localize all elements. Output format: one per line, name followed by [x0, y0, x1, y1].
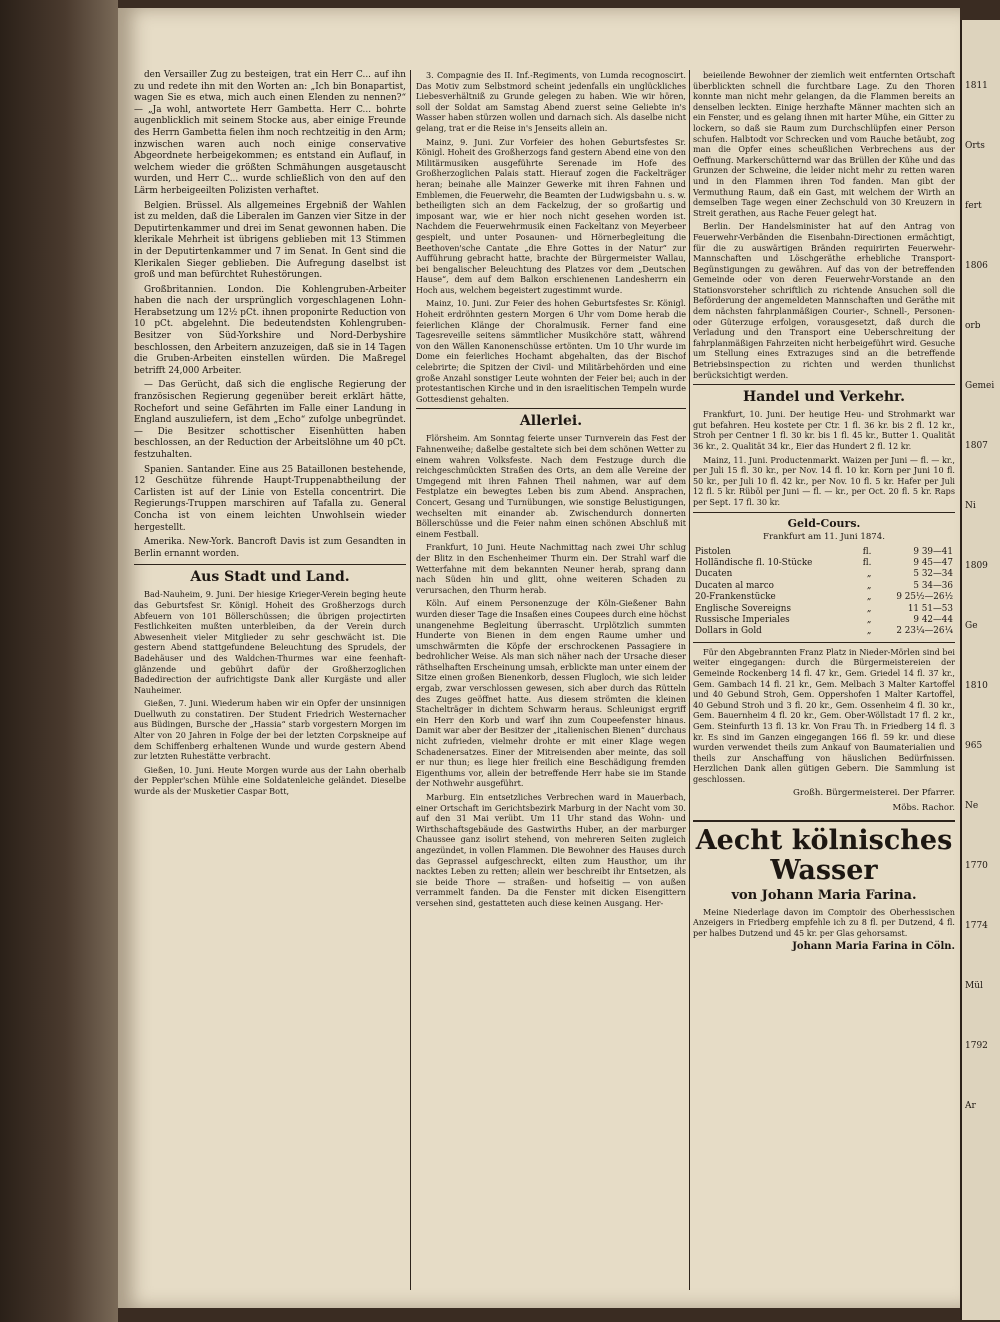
exchange-rates-title: Geld-Cours. — [787, 516, 861, 530]
ad-cologne-water-text: Meine Niederlage davon im Comptoir des Oberhessischen Anzeigers in Friedberg empfehle ich zu 8 fl. per Dutzend, 4 fl. per halbes Dutzend und 45 kr. per Glas gehorsamst. — [693, 906, 955, 938]
divider — [693, 642, 955, 643]
currency-rate: 5 34—36 — [913, 580, 953, 591]
currency-rate: 9 45—47 — [913, 557, 953, 568]
currency-unit: „ — [866, 603, 872, 614]
ad-cologne-water-signature: Johann Maria Farina in Cöln. — [792, 941, 955, 953]
currency-name: Ducaten — [695, 569, 733, 580]
facing-page-fragment: Gemei — [965, 381, 995, 391]
currency-name: Dollars in Gold — [695, 626, 762, 637]
currency-rate: 2 23¼—26¼ — [896, 626, 953, 637]
article-britain-rumour: — Das Gerücht, daß sich die englische Regierung der französischen Regierung gegenüber bereit erklärt hätte, Rochefort und seine Gefährten im Falle einer Landung in England auszuliefern, ist dem „Echo“ zufolge unbegründet. — Die Besitzer schottischer Eisenhütten haben beschlossen, an der Reduction der Arbeitslöhne um 40 pCt. festzuhalten. — [134, 380, 406, 460]
currency-name: Ducaten al marco — [695, 580, 774, 591]
facing-page-fragment: 1807 — [965, 441, 988, 451]
currency-unit: „ — [866, 580, 872, 591]
facing-page-fragment: Ar — [965, 1101, 976, 1111]
article-giessen-duel: Gießen, 7. Juni. Wiederum haben wir ein Opfer der unsinnigen Duellwuth zu constatiren. Der Student Friedrich Westernacher aus Büdingen, Bursche der „Hassia“ starb vorgestern Morgen im Alter von 20 Jahren in Folge der bei der letzten Corpskneipe auf dem Schiffenberg erhaltenen Wunde und wurde gestern Abend zur letzten Ruhestätte verbracht. — [134, 698, 406, 762]
currency-rate: 9 25½—26½ — [896, 592, 953, 603]
article-marburg-continued: beieilende Bewohner der ziemlich weit entfernten Ortschaft überblickten schnell die furchtbare Lage. Zu den Thoren konnte man nicht mehr gelangen, da die Flammen bereits an denselben leckten. Einige herzhafte Männer machten sich an ein Fenster, und es gelang ihnen mit harter Mühe, ein Gitter zu lockern, so daß sie Raum zum Durchschlüpfen einer Person schufen. Halbtodt vor Schrecken und vom Rauche betäubt, zog man die Opfer eines scheußlichen Verbrechens aus der Oeffnung. Markerschütternd war das Brüllen der Kühe und das Grunzen der Schweine, die leider nicht mehr zu retten waren und in den Flammen ihren Tod fanden. Man gibt der Vermuthung Raum, daß ein Gast, mit welchem der Wirth an demselben Tage wegen einer Zechschuld von 30 Kreuzern in Streit gerathen, aus Rache Feuer gelegt hat. — [693, 70, 955, 218]
currency-rate: 9 39—41 — [913, 546, 953, 557]
currency-unit: „ — [866, 615, 872, 625]
facing-page-fragment: Ne — [965, 801, 979, 811]
article-marburg-crime: Marburg. Ein entsetzliches Verbrechen ward in Mauerbach, einer Ortschaft im Gerichtsbezirk Marburg in der Nacht vom 30. auf den 31 Mai verübt. Um 11 Uhr stand das Wohn- und Wirthschaftsgebäude des Gastwirths Huber, an der marburger Chaussee ganz isolirt stehend, von mehreren Seiten zugleich angezündet, in vollen Flammen. Die Bewohner des Hauses durch das Geprassel aufgeschreckt, eilten zum Hausthor, um ihr nacktes Leben zu retten; allein wer beschreibt ihr Entsetzen, als sie beide Thore — straßen- und hofseitig — von außen verrammelt fanden. Da die Fenster mit dicken Eisengittern versehen sind, gestatteten auch diese keinen Ausgang. Her- — [416, 792, 686, 908]
article-america: Amerika. New-York. Bancroft Davis ist zum Gesandten in Berlin ernannt worden. — [134, 537, 406, 559]
facing-page-fragment: 1809 — [965, 561, 988, 571]
article-paris-continued: den Versailler Zug zu besteigen, trat ein Herr C... auf ihn zu und redete ihn mit den Worten an: „Ich bin Bonapartist, wagen Sie es etwa, mich auch einen Elenden zu nennen?“ — „Ja wohl, antwortete Herr Gambetta. Herr C... bohrte augenblicklich mit seinem Stocke aus, aber einige Freunde des Herrn Gambetta fielen ihm noch rechtzeitig in den Arm; inzwischen waren auch noch einige conservative Abgeordnete herbeigekommen; es entstand ein Auflauf, in welchem wieder die größten Schmähungen ausgetauscht wurden, und Herr C... wurde schließlich von den auf den Lärm herbeigeeilten Polizisten verhaftet. — [134, 70, 406, 196]
exchange-rate-row — [693, 626, 955, 637]
article-mainz-serenade: Mainz, 9. Juni. Zur Vorfeier des hohen Geburtsfestes Sr. Königl. Hoheit des Großherzogs fand gestern Abend eine von den Militärmusiken ausgeführte Serenade im Hofe des Großherzoglichen Palais statt. Hierauf zogen die Fackelträger heran; beinahe alle Mainzer Gewerke mit ihren Fahnen und Emblemen, die Feuerwehr, die Beamten der Ludwigsbahn u. s. w. betheiligten sich an dem Fackelzug, der so großartig und imposant war, wie er hier noch nicht gesehen worden ist. Nachdem die Feuerwehrmusik einen Fackeltanz von Meyerbeer gespielt, und unter Posaunen- und Hörnerbegleitung die Beethoven'sche Cantate „die Ehre Gottes in der Natur“ zur Aufführung gebracht hatte, brachte der Bürgermeister Wallau, bei bengalischer Beleuchtung des Platzes vor dem „Deutschen Hause“, dem auf dem Balkon erschienenen Landesherrn ein Hoch aus, welchem begeistert zugestimmt wurde. — [416, 136, 686, 295]
facing-page-edge — [960, 20, 1000, 1320]
article-cologne-bees: Köln. Auf einem Personenzuge der Köln-Gießener Bahn wurden dieser Tage die Insaßen eines Coupees durch eine höchst unangenehme Begleitung überrascht. Urplötzlich summten Hunderte von Bienen in dem engen Raume umher und umschwärmten die Köpfe der erschrockenen Passagiere in bedrohlicher Weise. Als man sich näher nach der Ursache dieser räthselhaften Erscheinung umsah, erblickte man unter einem der Sitze einen großen Bienenkorb, dessen Flugloch, wie sich leider ergab, zwar verschlossen gewesen, sich aber durch das Rütteln des Zuges geöffnet hatte. Aus diesem strömten die kleinen Stachelträger in dichtem Schwarm heraus. Schleunigst ergriff ein Herr den Korb und warf ihn zum Coupeefenster hinaus. Damit war aber der Besitzer der „italienischen Bienen“ durchaus nicht zufrieden, vielmehr drohte er mit einer Klage wegen Schadenersatzes. Einer der Mitreisenden aber meinte, das soll er nur thun; es liege hier freilich eine Beschädigung fremden Eigenthums vor, allein der betreffende Herr habe sie im Stande der Nothwehr ausgeführt. — [416, 598, 686, 789]
article-donations: Für den Abgebrannten Franz Platz in Nieder-Mörlen sind bei weiter eingegangen: durch die Bürgermeistereien der Gemeinde Rockenberg 14 fl. 47 kr., Gem. Griedel 14 fl. 37 kr., Gem. Gambach 14 fl. 21 kr., Gem. Melbach 3 Malter Kartoffel und 40 Gebund Stroh, Gem. Oppershofen 1 Malter Kartoffel, 40 Gebund Stroh und 3 fl. 20 kr., Gem. Ossenheim 4 fl. 30 kr., Gem. Bauernheim 4 fl. 20 kr., Gem. Ober-Wöllstadt 17 fl. 2 kr., Gem. Steinfurth 13 fl. 13 kr. Von Frau Th. in Friedberg 14 fl. 3 kr. Es sind im Ganzen eingegangen 166 fl. 59 kr. und diese wurden verwendet theils zum Ankauf von Baumaterialien und theils zur Anschaffung von häuslichen Bedürfnissen. Herzlichen Dank allen gütigen Gebern. Die Sammlung ist geschlossen. — [693, 646, 955, 784]
article-floersheim: Flörsheim. Am Sonntag feierte unser Turnverein das Fest der Fahnenweihe; daßelbe gestaltete sich bei dem schönen Wetter zu einem wahren Volksfeste. Nach dem Festzuge durch die reichgeschmückten Straßen des Orts, an dem alle Vereine der Umgegend mit ihren Fahnen Theil nahmen, war auf dem Festplatze ein bewegtes Leben bis zum Abend. Ansprachen, Concert, Gesang und Turnübungen, wie sonstige Belustigungen, wechselten mit einander ab. Zwischendurch donnerten Böllerschüsse und die Feier nahm einen schönen Abschluß mit einem Festball. — [416, 433, 686, 539]
article-mainz-birthday: Mainz, 10. Juni. Zur Feier des hohen Geburtsfestes Sr. Königl. Hoheit erdröhnten gestern Morgen 6 Uhr vom Dome herab die feierlichen Klänge der Choralmusik. Ferner fand eine Tagesreveille seitens sämmtlicher Musikchöre statt, während von den Wällen Kanonenschüsse ertönten. Um 10 Uhr wurde im Dome ein feierliches Hochamt abgehalten, das der Bischof celebrirte; die Spitzen der Civil- und Militärbehörden und eine große Anzahl sonstiger Leute wohnten der Feier bei; auch in der protestantischen Kirche und in den israelitischen Tempeln wurde Gottesdienst gehalten. — [416, 298, 686, 404]
ad-cologne-water-subtitle: von Johann Maria Farina. — [731, 887, 917, 903]
book-spine — [0, 0, 118, 1322]
currency-name: Russische Imperiales — [695, 615, 790, 625]
facing-page-fragment: 1770 — [965, 861, 988, 871]
section-heading-trade: Handel und Verkehr. — [693, 384, 955, 405]
facing-page-fragment: 1774 — [965, 921, 988, 931]
currency-unit: „ — [866, 592, 872, 603]
currency-name: 20-Frankenstücke — [695, 592, 776, 603]
currency-rate: 9 42—44 — [913, 615, 953, 625]
donation-signature-1: Großh. Bürgermeisterei. Der Pfarrer. — [793, 787, 955, 798]
exchange-rate-row — [693, 569, 955, 580]
column-3 — [693, 70, 955, 1298]
article-frankfurt-lightning: Frankfurt, 10 Juni. Heute Nachmittag nach zwei Uhr schlug der Blitz in den Eschenheimer Thurm ein. Der Strahl warf die Wetterfahne mit dem bekannten Neuner herab, sprang dann nach Süden hin und glitt, ohne weiteren Schaden zu verursachen, den Thurm herab. — [416, 542, 686, 595]
currency-name: Englische Sovereigns — [695, 603, 791, 614]
facing-page-fragment: 1792 — [965, 1041, 988, 1051]
exchange-rate-row — [693, 615, 955, 626]
facing-page-fragment: Ni — [965, 501, 976, 511]
exchange-rates-subtitle: Frankfurt am 11. Juni 1874. — [763, 531, 885, 542]
currency-unit: „ — [866, 626, 872, 637]
column-rule — [689, 70, 690, 1290]
facing-page-fragment: 965 — [965, 741, 983, 751]
currency-rate: 11 51—53 — [907, 603, 953, 614]
facing-page-fragment: Orts — [965, 141, 985, 151]
exchange-rate-row — [693, 558, 955, 569]
column-2 — [416, 70, 686, 1298]
currency-rate: 5 32—34 — [913, 569, 953, 580]
exchange-rate-row — [693, 592, 955, 603]
facing-page-fragment: 1810 — [965, 681, 988, 691]
facing-page-fragment: fert — [965, 201, 982, 211]
facing-page-fragment: 1806 — [965, 261, 988, 271]
ad-cologne-water-title: Aecht kölnisches Wasser — [693, 820, 955, 886]
currency-name: Holländische fl. 10-Stücke — [695, 557, 813, 568]
exchange-rate-row — [693, 581, 955, 592]
facing-page-fragment: orb — [965, 321, 981, 331]
currency-unit: „ — [866, 569, 872, 580]
article-mainz-market: Mainz, 11. Juni. Productenmarkt. Waizen per Juni — fl. — kr., per Juli 15 fl. 30 kr., per Nov. 14 fl. 10 kr. Korn per Juni 10 fl. 50 kr., per Juli 10 fl. 42 kr., per Nov. 10 fl. 5 kr. Hafer per Juli 12 fl. 5 kr. Rüböl per Juni — fl. — kr., per Oct. 20 fl. 5 kr. Raps per Sept. 17 fl. 30 kr. — [693, 454, 955, 507]
article-frankfurt-market: Frankfurt, 10. Juni. Der heutige Heu- und Strohmarkt war gut befahren. Heu kostete per Ctr. 1 fl. 36 kr. bis 2 fl. 12 kr., Stroh per Centner 1 fl. 30 kr. bis 1 fl. 45 kr., Butter 1. Qualität 36 kr., 2. Qualität 34 kr., Eier das Hundert 2 fl. 12 kr. — [693, 409, 955, 451]
exchange-rates-table — [693, 547, 955, 638]
currency-unit: fl. — [862, 546, 872, 557]
currency-name: Pistolen — [695, 546, 731, 557]
exchange-rate-row — [693, 547, 955, 558]
exchange-rate-row — [693, 604, 955, 615]
section-heading-miscellany: Allerlei. — [416, 408, 686, 429]
column-rule — [410, 70, 411, 1290]
newspaper-page — [118, 8, 960, 1308]
facing-page-fragment: Mül — [965, 981, 983, 991]
article-soldier: 3. Compagnie des II. Inf.-Regiments, von Lumda recognoscirt. Das Motiv zum Selbstmord scheint jedenfalls ein unglückliches Liebesverhältniß zu Grunde gelegen zu haben. Wie wir hören, soll der Soldat am Samstag Abend zuerst seine Geliebte in's Wasser haben stürzen wollen und darnach sich. Als daselbe nicht gelang, trat er die Reise in's Jenseits allein an. — [416, 70, 686, 133]
article-giessen-body: Gießen, 10. Juni. Heute Morgen wurde aus der Lahn oberhalb der Peppler'schen Mühle eine Soldatenleiche geländet. Dieselbe wurde als der Musketier Caspar Bott, — [134, 764, 406, 797]
currency-unit: fl. — [862, 557, 872, 568]
donation-signature-2: Möbs. Rachor. — [892, 802, 955, 813]
facing-page-fragment: Ge — [965, 621, 978, 631]
section-heading-local: Aus Stadt und Land. — [134, 564, 406, 585]
article-britain: Großbritannien. London. Die Kohlengruben-Arbeiter haben die nach der ursprünglich vorgeschlagenen Lohn-Herabsetzung um 12½ pCt. ihnen proponirte Reduction von 10 pCt. abgelehnt. Die bedeutendsten Kohlengruben-Besitzer von Süd-Yorkshire und Nord-Derbyshire beschlossen, den Arbeitern anzuzeigen, daß sie in 14 Tagen die Gruben-Arbeiten einstellen würden. Die Maßregel betrifft 24,000 Arbeiter. — [134, 284, 406, 376]
article-berlin: Berlin. Der Handelsminister hat auf den Antrag von Feuerwehr-Verbänden die Eisenbahn-Directionen ermächtigt, für die zu auswärtigen Bränden requirirten Feuerwehr-Mannschaften und Löschgeräthe erhebliche Transport-Begünstigungen zu gewähren. Auf das von der betreffenden Gemeinde oder von deren Feuerwehr-Vorstande an den Stationsvorsteher schriftlich zu richtende Ansuchen soll die Beförderung der angemeldeten Mannschaften und Geräthe mit dem nächsten fahrplanmäßigen Courier-, Schnell-, Personen- oder Güterzuge erfolgen, vorausgesetzt, daß durch die Verladung und den Transport eine Ueberschreitung der fahrplanmäßigen Fahrzeiten nicht herbeigeführt wird. Gesuche um Stellung eines Extrazuges sind an die betreffende Betriebsinspection zu richten und werden thunlichst berücksichtigt werden. — [693, 221, 955, 380]
article-belgium: Belgien. Brüssel. Als allgemeines Ergebniß der Wahlen ist zu melden, daß die Liberalen im Ganzen vier Sitze in der Deputirtenkammer und drei im Senat gewonnen haben. Die klerikale Mehrheit ist übrigens geblieben mit 13 Stimmen in der Deputirtenkammer und 7 im Senat. In Gent sind die Klerikalen Sieger geblieben. Die Aufregung daselbst ist groß und man befürchtet Ruhestörungen. — [134, 200, 406, 281]
column-1 — [134, 70, 406, 1298]
article-spain: Spanien. Santander. Eine aus 25 Bataillonen bestehende, 12 Geschütze führende Haupt-Truppenabtheilung der Carlisten ist auf der Linie von Estella concentrirt. Die Regierungs-Truppen marschiren auf Tafalla zu. General Concha ist von einem leichten Unwohlsein wieder hergestellt. — [134, 464, 406, 533]
article-bad-nauheim: Bad-Nauheim, 9. Juni. Der hiesige Krieger-Verein beging heute das Geburtsfest Sr. Königl. Hoheit des Großherzogs durch Abfeuern von 101 Böllerschüssen; die übrigen projectirten Festlichkeiten mußten unterbleiben, da der Verein durch Abwesenheit vieler Mitglieder zu sehr geschwächt ist. Die gestern Abend stattgefundene Beleuchtung des Sprudels, der Badehäuser und des Waldchen-Thurmes war eine feenhaft-glänzende und gebührt dafür der Großherzoglichen Badedirection der aufrichtigste Dank aller Kurgäste und aller Nauheimer. — [134, 589, 406, 695]
divider — [693, 512, 955, 513]
facing-page-fragment: 1811 — [965, 81, 988, 91]
